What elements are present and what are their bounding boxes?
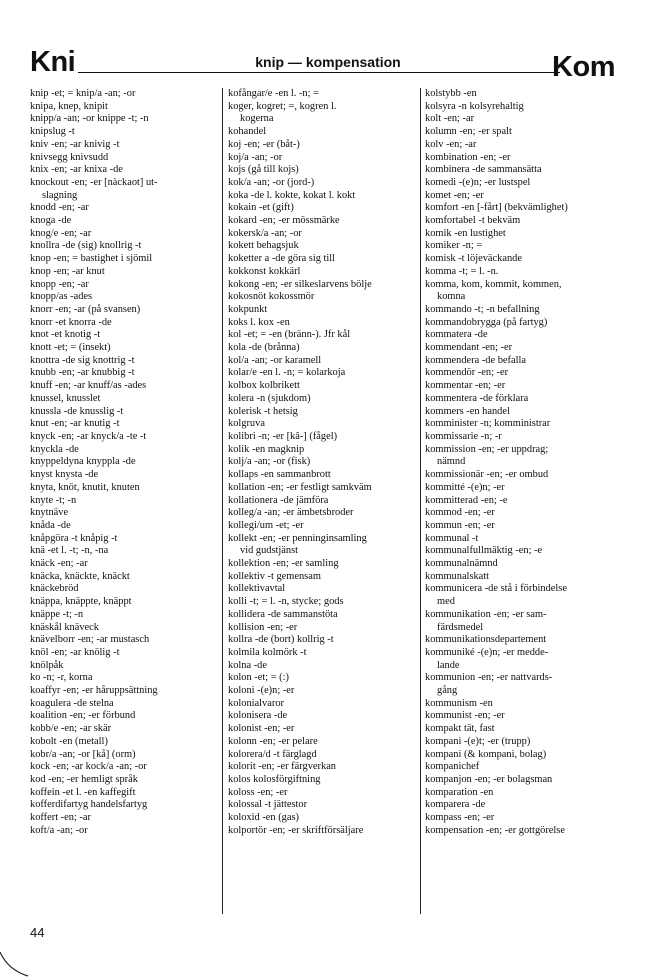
dictionary-entry: koketter a -de göra sig till xyxy=(228,253,336,265)
dictionary-entry: vid gudstjänst xyxy=(240,545,299,557)
dictionary-entry: kod -en; -er hemligt språk xyxy=(30,773,138,785)
dictionary-entry: koalition -en; -er förbund xyxy=(30,710,136,722)
dictionary-entry: kommission -en; -er uppdrag; xyxy=(425,443,549,455)
dictionary-entry: kohandel xyxy=(228,126,267,138)
dictionary-entry: knop -en; -ar knut xyxy=(30,265,105,277)
column-3 xyxy=(420,88,642,914)
dictionary-entry: knott -et; = (insekt) xyxy=(30,342,111,354)
dictionary-entry: koloxid -en (gas) xyxy=(228,812,299,824)
dictionary-entry: knut -en; -ar knutig -t xyxy=(30,418,120,430)
dictionary-entry: kommissionär -en; -er ombud xyxy=(425,469,549,481)
dictionary-entry: kokersk/a -an; -or xyxy=(228,227,302,239)
dictionary-entry: kolos kolosförgiftning xyxy=(228,773,321,785)
dictionary-entry: komedi -(e)n; -er lustspel xyxy=(425,176,531,188)
column-1 xyxy=(30,88,222,914)
dictionary-entry: knockout -en; -er [nàckaot] ut- xyxy=(30,176,158,188)
dictionary-entry: kollationera -de jämföra xyxy=(228,494,329,506)
page-corner-curve xyxy=(0,952,30,977)
dictionary-entry: komma -t; = l. -n. xyxy=(425,265,499,277)
dictionary-entry: kogerna xyxy=(240,113,274,125)
dictionary-entry: kolt -en; -ar xyxy=(425,113,475,125)
dictionary-entry: kollektivavtal xyxy=(228,583,286,595)
dictionary-entry: kommentar -en; -er xyxy=(425,380,506,392)
dictionary-entry: kolik -en magknip xyxy=(228,443,305,455)
dictionary-entry: kommod -en; -er xyxy=(425,507,495,519)
dictionary-entry: knog/e -en; -ar xyxy=(30,227,92,239)
dictionary-entry: kokett behagsjuk xyxy=(228,240,299,252)
dictionary-entry: kofångar/e -en l. -n; = xyxy=(228,88,319,99)
dictionary-entry: kollekt -en; -er penninginsamling xyxy=(228,532,367,544)
dictionary-entry: kommendant -en; -er xyxy=(425,342,513,354)
dictionary-entry: knubb -en; -ar knubbig -t xyxy=(30,367,135,379)
dictionary-entry: kompanjon -en; -er bolagsman xyxy=(425,773,553,785)
dictionary-entry: kommitté -(e)n; -er xyxy=(425,481,505,493)
dictionary-entry: kompakt tät, fast xyxy=(425,723,495,735)
page-number: 44 xyxy=(30,925,45,940)
dictionary-entry: kollaps -en sammanbrott xyxy=(228,469,331,481)
dictionary-entry: kommendera -de befalla xyxy=(425,354,526,366)
dictionary-entry: knussel, knusslet xyxy=(30,392,101,404)
dictionary-entry: kombinera -de sammansätta xyxy=(425,164,542,176)
dictionary-entry: kolli -t; = l. -n, stycke; gods xyxy=(228,596,344,608)
dictionary-entry: kommunalnämnd xyxy=(425,558,498,570)
dictionary-entry: knytnäve xyxy=(30,507,69,519)
dictionary-entry: kompass -en; -er xyxy=(425,812,495,824)
dictionary-entry: knorr -en; -ar (på svansen) xyxy=(30,303,141,315)
dictionary-entry: koloni -(e)n; -er xyxy=(228,685,295,697)
dictionary-entry: kolon -et; = (:) xyxy=(228,672,289,684)
dictionary-entry: kolonn -en; -er pelare xyxy=(228,735,318,747)
dictionary-entry: kobr/a -an; -or [kå] (orm) xyxy=(30,748,136,760)
dictionary-entry: kommunikationsdepartement xyxy=(425,634,547,646)
dictionary-entry: kommunalskatt xyxy=(425,570,490,582)
dictionary-entry: knyck -en; -ar knyck/a -te -t xyxy=(30,430,147,442)
dictionary-entry: kokpunkt xyxy=(228,303,268,315)
dictionary-entry: kommatera -de xyxy=(425,329,488,341)
dictionary-entry: kokong -en; -er silkeslarvens bölje xyxy=(228,278,372,290)
dictionary-entry: kommunikation -en; -er sam- xyxy=(425,608,547,620)
dictionary-entry: kokosnöt kokossmör xyxy=(228,291,315,303)
dictionary-entry: kola -de (brånna) xyxy=(228,342,300,354)
dictionary-entry: kommendör -en; -er xyxy=(425,367,509,379)
dictionary-entry: knyte -t; -n xyxy=(30,494,77,506)
dictionary-entry: kolna -de xyxy=(228,659,267,671)
dictionary-entry: kokkonst kokkärl xyxy=(228,265,301,277)
dictionary-entry: knölpåk xyxy=(30,659,64,671)
dictionary-entry: kolbox kolbrikett xyxy=(228,380,300,392)
dictionary-entry: knåda -de xyxy=(30,519,71,531)
dictionary-entry: slagning xyxy=(42,189,78,201)
dictionary-entry: kompani -(e)t; -er (trupp) xyxy=(425,735,531,747)
dictionary-entry: knipslug -t xyxy=(30,126,75,138)
dictionary-entry: knot -et knotig -t xyxy=(30,329,101,341)
dictionary-entry: kommunism -en xyxy=(425,697,493,709)
dictionary-entry: kollektion -en; -er samling xyxy=(228,558,339,570)
dictionary-entry: kollision -en; -er xyxy=(228,621,298,633)
dictionary-entry: kolorit -en; -er färgverkan xyxy=(228,761,336,773)
dictionary-entry: kollektiv -t gemensam xyxy=(228,570,321,582)
dictionary-entry: kolonist -en; -er xyxy=(228,723,295,735)
column-2 xyxy=(222,88,420,914)
dictionary-entry: kompani (& kompani, bolag) xyxy=(425,748,547,760)
dictionary-entry: kolj/a -an; -or (fisk) xyxy=(228,456,311,468)
dictionary-entry: knollra -de (sig) knollrig -t xyxy=(30,240,142,252)
dictionary-entry: kommuniké -(e)n; -er medde- xyxy=(425,646,549,658)
dictionary-entry: koks l. kox -en xyxy=(228,316,290,328)
dictionary-entry: knussla -de knusslig -t xyxy=(30,405,124,417)
dictionary-entry: kniv -en; -ar knivig -t xyxy=(30,138,120,150)
dictionary-entry: kommando -t; -n befallning xyxy=(425,303,540,315)
dictionary-entry: kolerisk -t hetsig xyxy=(228,405,298,417)
dictionary-entry: knuff -en; -ar knuff/as -ades xyxy=(30,380,147,392)
dictionary-columns xyxy=(30,88,642,914)
dictionary-entry: komminister -n; komministrar xyxy=(425,418,551,430)
guide-word-left: Kni xyxy=(30,46,76,78)
dictionary-entry: kojs (gå till kojs) xyxy=(228,164,299,176)
dictionary-entry: knöl -en; -ar knölig -t xyxy=(30,646,120,658)
dictionary-entry: kollegi/um -et; -er xyxy=(228,519,304,531)
dictionary-entry: kollra -de (bort) kollrig -t xyxy=(228,634,334,646)
dictionary-entry: kolar/e -en l. -n; = kolarkoja xyxy=(228,367,346,379)
dictionary-entry: kolstybb -en xyxy=(425,88,477,99)
dictionary-entry: kokain -et (gift) xyxy=(228,202,294,214)
dictionary-entry: knäcka, knäckte, knäckt xyxy=(30,570,130,582)
dictionary-entry: kommunion -en; -er nattvards- xyxy=(425,672,553,684)
dictionary-entry: knåpgöra -t knåpig -t xyxy=(30,532,118,544)
dictionary-entry: knop -en; = bastighet i sjömil xyxy=(30,253,153,265)
dictionary-entry: kolera -n (sjukdom) xyxy=(228,392,311,404)
dictionary-entry: koka -de l. kokte, kokat l. kokt xyxy=(228,189,356,201)
dictionary-entry: kolmila kolmörk -t xyxy=(228,646,307,658)
dictionary-entry: komfortabel -t bekväm xyxy=(425,215,521,227)
dictionary-entry: knipp/a -an; -or knippe -t; -n xyxy=(30,113,149,125)
dictionary-entry: ko -n; -r, korna xyxy=(30,672,93,684)
dictionary-entry: koft/a -an; -or xyxy=(30,824,88,836)
dictionary-entry: knäckebröd xyxy=(30,583,79,595)
dictionary-entry: koaffyr -en; -er håruppsättning xyxy=(30,685,158,697)
dictionary-entry: kollation -en; -er festligt samkväm xyxy=(228,481,372,493)
dictionary-entry: kommunicera -de stå i förbindelse xyxy=(425,583,567,595)
dictionary-entry: knodd -en; -ar xyxy=(30,202,89,214)
dictionary-entry: koloss -en; -er xyxy=(228,786,288,798)
dictionary-entry: knottra -de sig knottrig -t xyxy=(30,354,135,366)
dictionary-entry: kock -en; -ar kock/a -an; -or xyxy=(30,761,147,773)
dictionary-entry: koagulera -de stelna xyxy=(30,697,114,709)
dictionary-entry: kommissarie -n; -r xyxy=(425,430,502,442)
dictionary-entry: nämnd xyxy=(437,456,466,468)
dictionary-entry: knävelborr -en; -ar mustasch xyxy=(30,634,150,646)
dictionary-entry: kommitterad -en; -e xyxy=(425,494,508,506)
dictionary-entry: färdsmedel xyxy=(437,621,484,633)
header-rule xyxy=(78,72,560,73)
dictionary-entry: kombination -en; -er xyxy=(425,151,511,163)
guide-word-right: Kom xyxy=(552,51,615,83)
dictionary-entry: knäppa, knäppte, knäppt xyxy=(30,596,132,608)
dictionary-entry: kofferdifartyg handelsfartyg xyxy=(30,799,148,811)
dictionary-entry: knyppeldyna knyppla -de xyxy=(30,456,136,468)
dictionary-entry: kompanichef xyxy=(425,761,480,773)
dictionary-entry: kol/a -an; -or karamell xyxy=(228,354,322,366)
dictionary-entry: komna xyxy=(437,291,466,303)
dictionary-entry: gång xyxy=(437,685,458,697)
dictionary-entry: komma, kom, kommit, kommen, xyxy=(425,278,562,290)
dictionary-entry: knix -en; -ar knixa -de xyxy=(30,164,123,176)
dictionary-entry: kolumn -en; -er spalt xyxy=(425,126,512,138)
dictionary-entry: kommun -en; -er xyxy=(425,519,495,531)
dictionary-entry: kommunalfullmäktig -en; -e xyxy=(425,545,543,557)
dictionary-entry: kolonialvaror xyxy=(228,697,284,709)
dictionary-entry: kompensation -en; -er gottgörelse xyxy=(425,824,565,836)
dictionary-entry: knorr -et knorra -de xyxy=(30,316,112,328)
dictionary-entry: lande xyxy=(437,659,460,671)
dictionary-entry: knipa, knep, knipit xyxy=(30,100,108,112)
dictionary-entry: koj -en; -er (båt-) xyxy=(228,138,300,150)
dictionary-entry: kommunal -t xyxy=(425,532,479,544)
dictionary-entry: knyckla -de xyxy=(30,443,79,455)
dictionary-entry: kolsyra -n kolsyrehaltig xyxy=(425,100,524,112)
dictionary-entry: kollidera -de sammanstöta xyxy=(228,608,338,620)
dictionary-entry: komparation -en xyxy=(425,786,494,798)
dictionary-entry: kolgruva xyxy=(228,418,265,430)
dictionary-entry: kommentera -de förklara xyxy=(425,392,529,404)
dictionary-entry: koffein -et l. -en kaffegift xyxy=(30,786,136,798)
dictionary-entry: knopp -en; -ar xyxy=(30,278,89,290)
dictionary-entry: kolv -en; -ar xyxy=(425,138,477,150)
dictionary-entry: koger, kogret; =, kogren l. xyxy=(228,100,337,112)
dictionary-entry: komfort -en [-fårt] (bekvämlighet) xyxy=(425,202,568,214)
dictionary-entry: knyta, knöt, knutit, knuten xyxy=(30,481,140,493)
dictionary-entry: knäck -en; -ar xyxy=(30,558,88,570)
dictionary-entry: kolossal -t jättestor xyxy=(228,799,308,811)
dictionary-entry: komik -en lustighet xyxy=(425,227,506,239)
dictionary-entry: kolibri -n; -er [kâ-] (fågel) xyxy=(228,430,338,442)
dictionary-entry: knäppe -t; -n xyxy=(30,608,84,620)
dictionary-entry: kommandobrygga (på fartyg) xyxy=(425,316,548,328)
dictionary-entry: knivsegg knivsudd xyxy=(30,151,109,163)
dictionary-entry: komiker -n; = xyxy=(425,240,483,252)
dictionary-entry: kol -et; = -en (bränn-). Jfr kål xyxy=(228,329,351,341)
dictionary-entry: komparera -de xyxy=(425,799,486,811)
dictionary-entry: koffert -en; -ar xyxy=(30,812,91,824)
dictionary-entry: kolportör -en; -er skriftförsäljare xyxy=(228,824,364,836)
dictionary-entry: kobb/e -en; -ar skär xyxy=(30,723,112,735)
dictionary-entry: kommers -en handel xyxy=(425,405,510,417)
dictionary-entry: kobolt -en (metall) xyxy=(30,735,108,747)
dictionary-entry: kolorera/d -t färglagd xyxy=(228,748,317,760)
dictionary-entry: knip -et; = knip/a -an; -or xyxy=(30,88,136,99)
page-header xyxy=(0,0,656,84)
dictionary-entry: knä -et l. -t; -n, -na xyxy=(30,545,109,557)
running-title: knip — kompensation xyxy=(255,54,401,70)
dictionary-entry: med xyxy=(437,596,455,608)
dictionary-entry: kommunist -en; -er xyxy=(425,710,505,722)
dictionary-entry: knopp/as -ades xyxy=(30,291,93,303)
dictionary-entry: komet -en; -er xyxy=(425,189,484,201)
dictionary-entry: kokard -en; -er mössmärke xyxy=(228,215,340,227)
dictionary-entry: koj/a -an; -or xyxy=(228,151,283,163)
dictionary-entry: knoga -de xyxy=(30,215,72,227)
dictionary-entry: kolleg/a -an; -er ämbetsbroder xyxy=(228,507,354,519)
dictionary-entry: knyst knysta -de xyxy=(30,469,99,481)
dictionary-entry: kok/a -an; -or (jord-) xyxy=(228,176,315,188)
dictionary-entry: komisk -t löjeväckande xyxy=(425,253,522,265)
dictionary-entry: kolonisera -de xyxy=(228,710,288,722)
dictionary-entry: knäskål knäveck xyxy=(30,621,99,633)
